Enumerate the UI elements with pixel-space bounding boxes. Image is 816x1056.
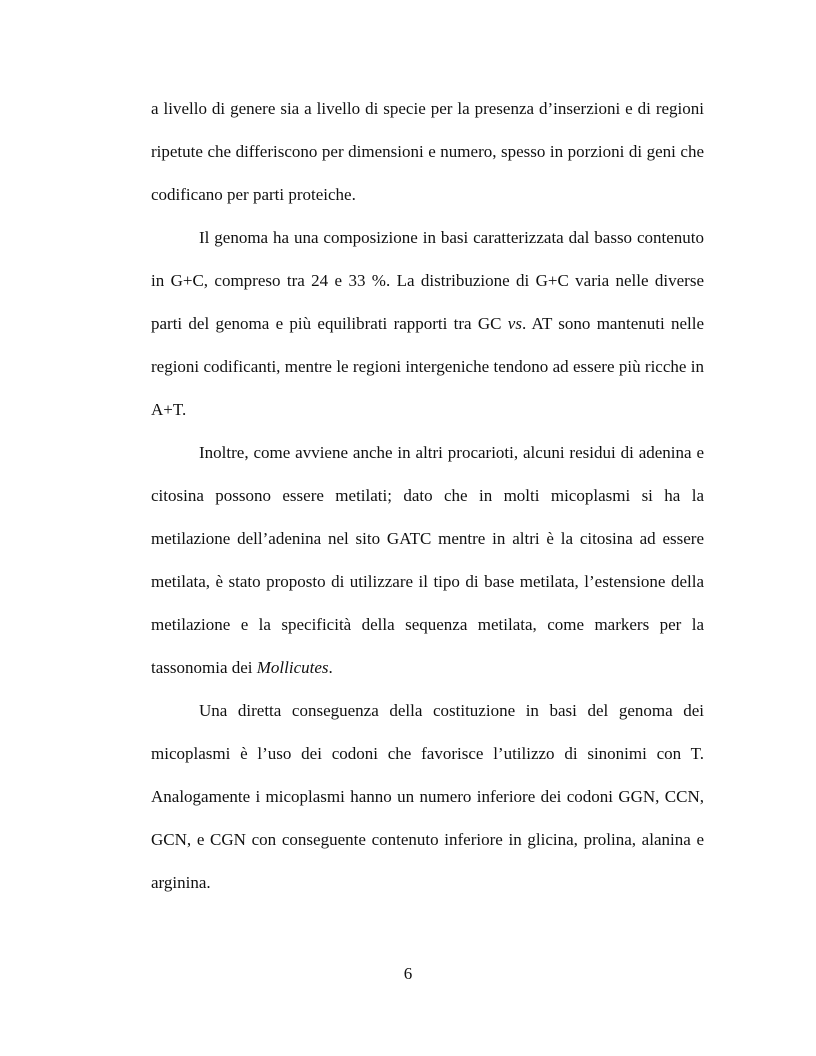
body-text (151, 87, 704, 904)
paragraph-4-text: Una diretta conseguenza della costituzione in basi del genoma dei micoplasmi è l’uso dei codoni che favorisce l’utilizzo di sinonimi con T. Analogamente i micoplasmi hanno un numero inferiore dei codoni GGN, CCN, GCN, e CGN con conseguente contenuto inferiore in glicina, prolina, alanina e arginina. (151, 701, 704, 892)
page-number: 6 (403, 964, 413, 983)
paragraph-1 (151, 87, 704, 216)
paragraph-1-text: a livello di genere sia a livello di specie per la presenza d’inserzioni e di regioni ripetute che differiscono per dimensioni e numero, spesso in porzioni di geni che codificano per parti proteiche. (151, 99, 704, 204)
paragraph-3-italic-mollicutes: Mollicutes (256, 658, 329, 677)
paragraph-3 (151, 431, 704, 689)
paragraph-3-text-a: Inoltre, come avviene anche in altri procarioti, alcuni residui di adenina e citosina possono essere metilati; dato che in molti micoplasmi si ha la metilazione dell’adenina nel sito GATC mentre in altri è la citosina ad essere metilata, è stato proposto di utilizzare il tipo di base metilata, l’estensione della metilazione e la specificità della sequenza metilata, come markers per la tassonomia dei (151, 443, 704, 677)
paragraph-2 (151, 216, 704, 431)
paragraph-4 (151, 689, 704, 904)
paragraph-2-text-a: Il genoma ha una composizione in basi caratterizzata dal basso contenuto in G+C, compreso tra 24 e 33 %. La distribuzione di G+C varia nelle diverse parti del genoma e più equilibrati rapporti tra GC (151, 228, 704, 333)
paragraph-2-text-b: . AT sono mantenuti nelle regioni codificanti, mentre le regioni intergeniche tendono ad essere più ricche in A+T. (151, 314, 705, 419)
paragraph-3-text-b: . (328, 658, 333, 677)
paragraph-2-italic-vs: vs (507, 314, 522, 333)
